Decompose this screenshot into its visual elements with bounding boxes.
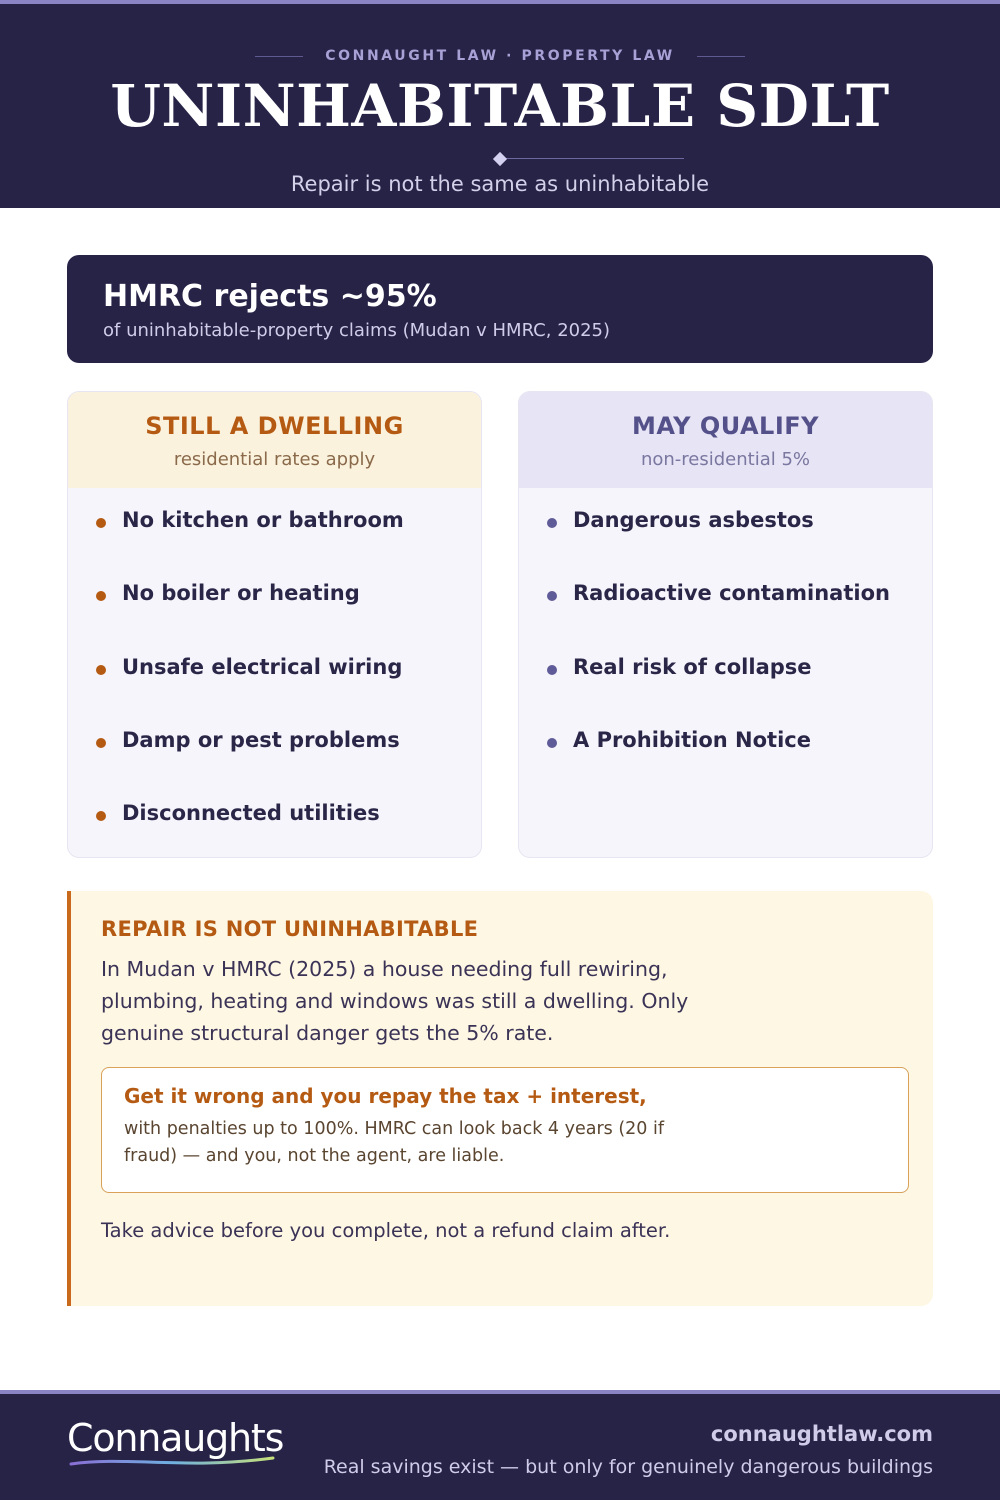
list-item <box>547 655 932 728</box>
kicker-rule-right <box>697 56 745 57</box>
column-header <box>68 392 481 488</box>
note-body: In Mudan v HMRC (2025) a house needing full rewiring, plumbing, heating and windows was still a dwelling. Only genuine structural danger gets the 5% rate. <box>101 957 689 1045</box>
header-banner <box>0 0 1000 208</box>
bullet-icon <box>547 738 557 748</box>
column-title: MAY QUALIFY <box>631 412 820 440</box>
list-item-label: Radioactive contamination <box>573 581 890 606</box>
note-title: REPAIR IS NOT UNINHABITABLE <box>101 917 479 941</box>
stat-banner <box>67 255 933 363</box>
list-item <box>547 508 932 581</box>
column-header <box>519 392 932 488</box>
footer-tagline: Real savings exist — but only for genuinely dangerous buildings <box>323 1456 933 1478</box>
kicker <box>0 48 1000 64</box>
list-item <box>96 508 481 581</box>
website-link[interactable]: connaughtlaw.com <box>710 1422 933 1446</box>
bullet-icon <box>547 591 557 601</box>
list-item-label: No kitchen or bathroom <box>122 508 404 532</box>
bullet-icon <box>96 591 106 601</box>
stat-headline: HMRC rejects ~95% <box>103 279 437 314</box>
note-footer: Take advice before you complete, not a refund claim after. <box>101 1219 671 1242</box>
kicker-rule-left <box>255 56 303 57</box>
page-subtitle: Repair is not the same as uninhabitable <box>290 172 710 196</box>
warning-body: with penalties up to 100%. HMRC can look back 4 years (20 if fraud) — and you, not the agent, are liable. <box>124 1119 665 1166</box>
list-item-label: Real risk of collapse <box>573 654 812 679</box>
logo-wordmark: Connaughts <box>67 1416 284 1460</box>
bullet-icon <box>96 738 106 748</box>
divider-line <box>500 158 684 159</box>
footer-banner <box>0 1390 1000 1500</box>
bullet-icon <box>547 665 557 675</box>
list-item <box>96 728 481 801</box>
list-item-label: Damp or pest problems <box>122 727 400 752</box>
column-title: STILL A DWELLING <box>145 412 404 440</box>
connaughts-logo <box>67 1416 284 1472</box>
list-item-label: Dangerous asbestos <box>573 508 814 532</box>
qualify-list <box>519 488 932 801</box>
warning-title: Get it wrong and you repay the tax + interest, <box>124 1084 647 1108</box>
column-subtitle: residential rates apply <box>173 449 376 470</box>
column-subtitle: non-residential 5% <box>640 449 811 470</box>
kicker-text: CONNAUGHT LAW · PROPERTY LAW <box>325 48 675 64</box>
warning-box <box>101 1067 909 1193</box>
list-item-label: No boiler or heating <box>122 581 360 606</box>
list-item <box>96 581 481 654</box>
diamond-icon <box>493 152 507 166</box>
stat-subtext: of uninhabitable-property claims (Mudan v HMRC, 2025) <box>103 320 611 341</box>
title-divider <box>408 154 592 164</box>
bullet-icon <box>96 665 106 675</box>
bullet-icon <box>96 811 106 821</box>
list-item <box>547 581 932 654</box>
list-item-label: A Prohibition Notice <box>573 727 811 752</box>
list-item <box>547 728 932 801</box>
bullet-icon <box>547 518 557 528</box>
page-title: UNINHABITABLE SDLT <box>110 72 890 140</box>
column-may-qualify <box>518 391 933 858</box>
logo-swoosh-icon <box>67 1454 277 1470</box>
column-still-a-dwelling <box>67 391 482 858</box>
bullet-icon <box>96 518 106 528</box>
repair-note-box <box>67 891 933 1306</box>
list-item <box>96 655 481 728</box>
dwelling-list <box>68 488 481 858</box>
list-item-label: Disconnected utilities <box>122 801 380 826</box>
list-item <box>96 801 481 858</box>
list-item-label: Unsafe electrical wiring <box>122 654 403 679</box>
